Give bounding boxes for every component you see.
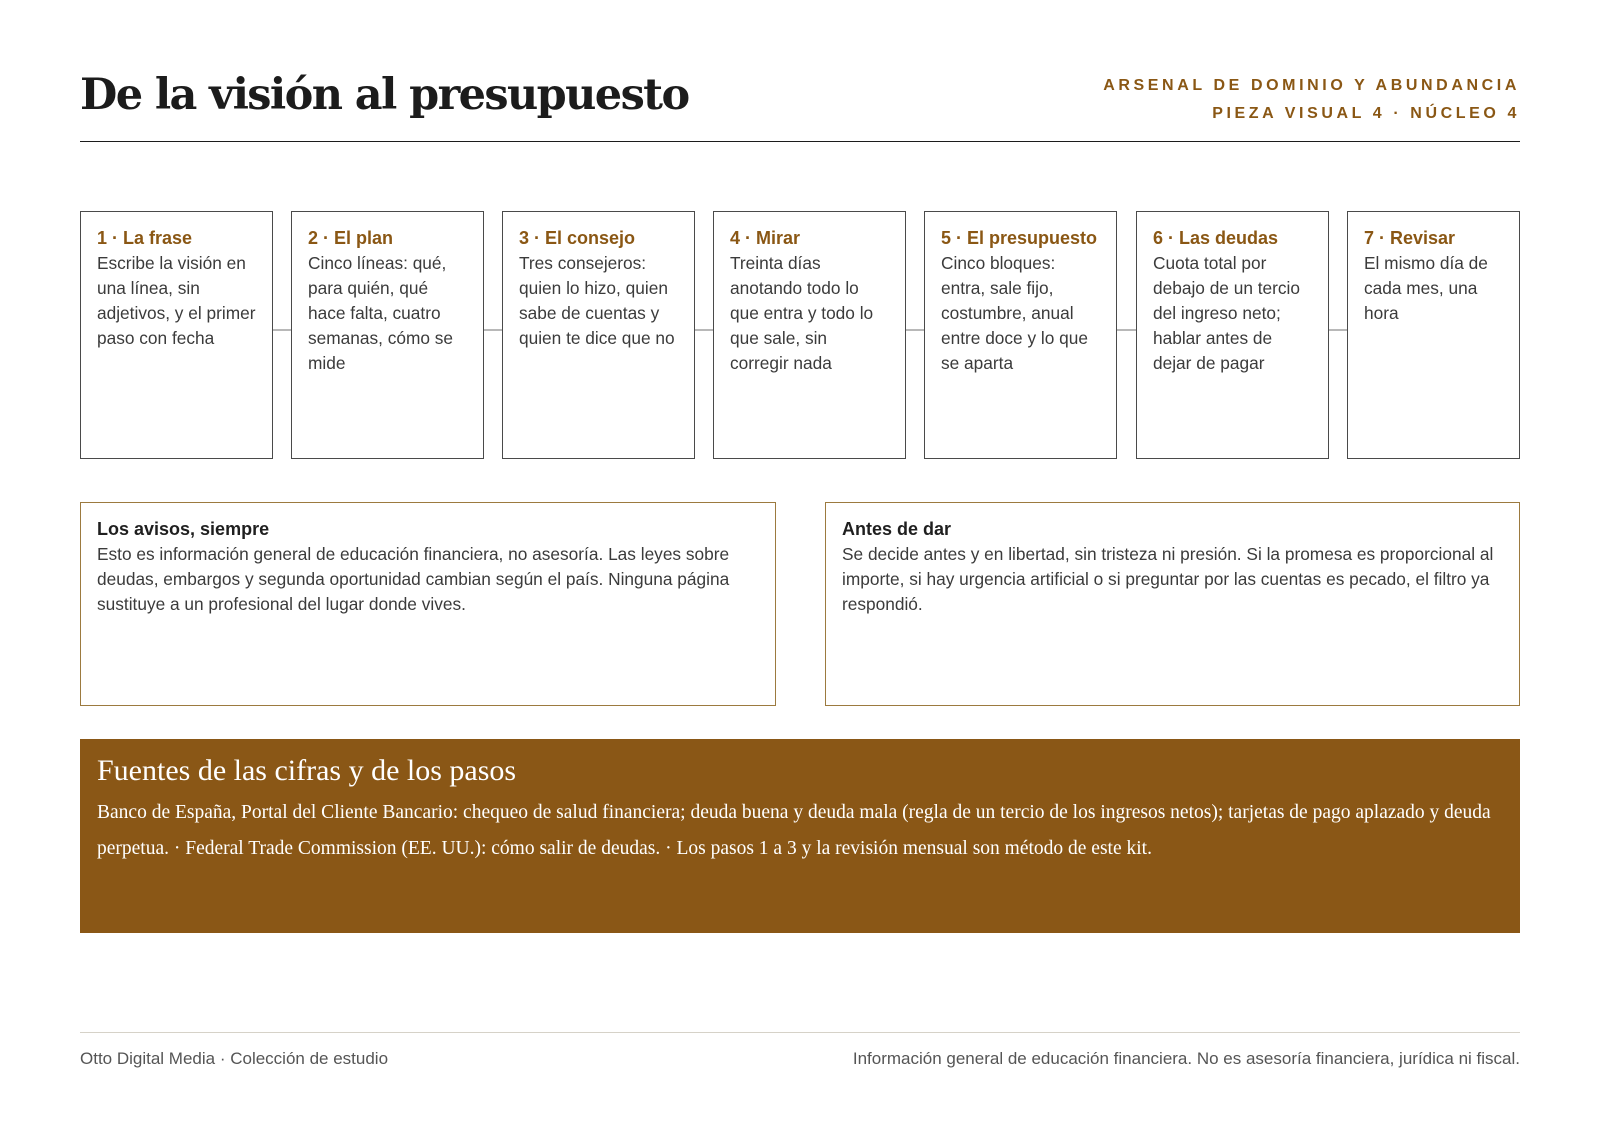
step-connector xyxy=(270,329,291,331)
step-title: 7 · Revisar xyxy=(1364,228,1456,248)
page-title: De la visión al presupuesto xyxy=(80,70,689,120)
notice-title: Los avisos, siempre xyxy=(97,519,270,539)
notice-avisos xyxy=(80,502,776,706)
step-title: 5 · El presupuesto xyxy=(941,228,1098,248)
step-description: El mismo día de cada mes, una hora xyxy=(1364,253,1488,323)
step-description: Cinco líneas: qué, para quién, qué hace falta, cuatro semanas, cómo se mide xyxy=(308,253,454,373)
step-connector xyxy=(692,329,713,331)
step-card-frase xyxy=(80,211,273,459)
step-title: 6 · Las deudas xyxy=(1153,228,1279,248)
step-description: Treinta días anotando todo lo que entra y todo lo que sale, sin corregir nada xyxy=(730,253,874,373)
kicker-line-collection: ARSENAL DE DOMINIO Y ABUNDANCIA xyxy=(1103,77,1520,94)
step-card-mirar xyxy=(713,211,906,459)
footer-disclaimer: Información general de educación financiera. No es asesoría financiera, jurídica ni fiscal. xyxy=(852,1049,1520,1068)
step-title: 3 · El consejo xyxy=(519,228,636,248)
step-card-deudas xyxy=(1136,211,1329,459)
step-connector xyxy=(1326,329,1347,331)
step-title: 1 · La frase xyxy=(97,228,193,248)
step-card-plan xyxy=(291,211,484,459)
notice-title: Antes de dar xyxy=(842,519,952,539)
sources-panel xyxy=(80,739,1520,933)
sources-title: Fuentes de las cifras y de los pasos xyxy=(97,754,517,787)
step-card-consejo xyxy=(502,211,695,459)
step-connector xyxy=(1114,329,1136,331)
step-card-revisar xyxy=(1347,211,1520,459)
step-title: 2 · El plan xyxy=(308,228,394,248)
step-connector xyxy=(903,329,924,331)
kicker-line-piece: PIEZA VISUAL 4 · NÚCLEO 4 xyxy=(1212,105,1520,122)
sources-text: Banco de España, Portal del Cliente Bancario: chequeo de salud financiera; deuda buena y deuda mala (regla de un tercio de los ingresos netos); tarjetas de pago aplazado y deuda perpetua. · Federal Trade Commission (EE. UU.): cómo salir de deudas. · Los pasos 1 a 3 y la revisión mensual son método de este kit. xyxy=(97,802,1491,859)
step-title: 4 · Mirar xyxy=(730,228,801,248)
notice-text: Se decide antes y en libertad, sin tristeza ni presión. Si la promesa es proporcional al importe, si hay urgencia artificial o si preguntar por las cuentas es pecado, el filtro ya respondió. xyxy=(842,544,1494,614)
steps-flow xyxy=(80,211,1520,459)
step-description: Cinco bloques: entra, sale fijo, costumbre, anual entre doce y lo que se aparta xyxy=(941,253,1088,373)
step-description: Cuota total por debajo de un tercio del ingreso neto; hablar antes de dejar de pagar xyxy=(1153,253,1301,373)
step-card-presupuesto xyxy=(924,211,1117,459)
step-description: Escribe la visión en una línea, sin adjetivos, y el primer paso con fecha xyxy=(97,253,256,348)
footer-credit: Otto Digital Media · Colección de estudio xyxy=(80,1049,389,1068)
notice-text: Esto es información general de educación financiera, no asesoría. Las leyes sobre deudas, embargos y segunda oportunidad cambian según el país. Ninguna página sustituye a un profesional del lugar donde vives. xyxy=(97,544,730,614)
page-footer xyxy=(80,1032,1520,1068)
page-header xyxy=(80,60,1520,142)
notice-antes-de-dar xyxy=(825,502,1520,706)
step-connector xyxy=(481,329,502,331)
collection-kicker xyxy=(1103,72,1520,128)
step-description: Tres consejeros: quien lo hizo, quien sabe de cuentas y quien te dice que no xyxy=(519,253,675,348)
